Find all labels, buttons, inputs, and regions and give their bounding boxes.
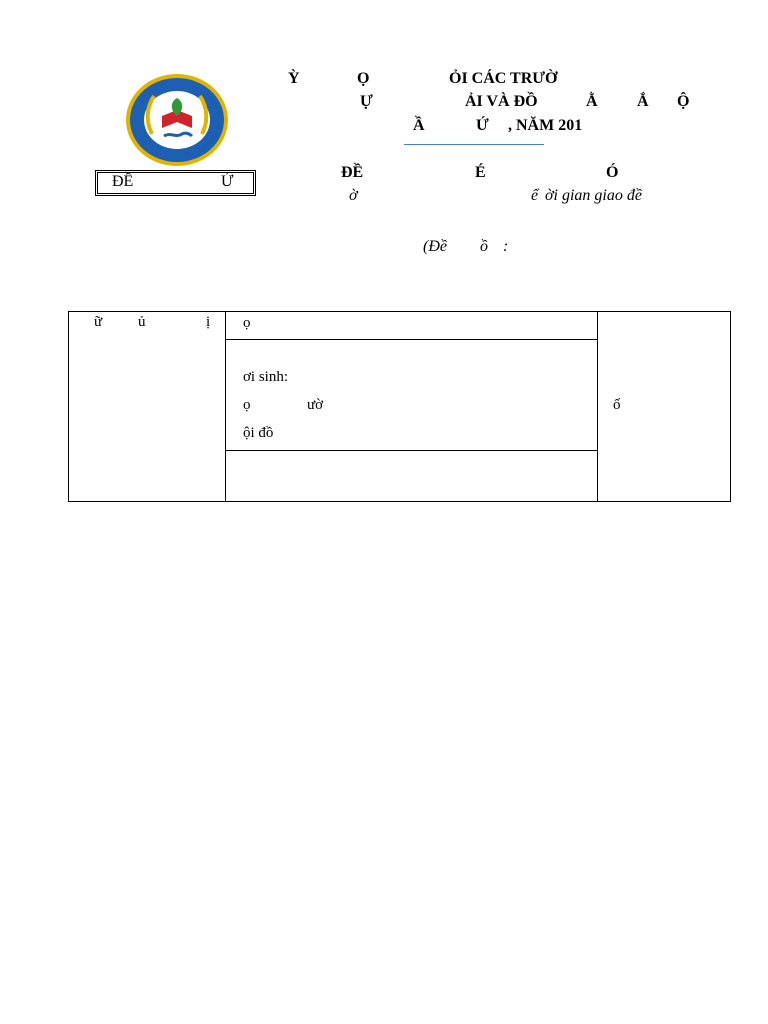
table-col3-text: ố bbox=[613, 397, 621, 413]
exam-title-part-b: É bbox=[475, 164, 486, 181]
exam-title-part-c: Ó bbox=[606, 164, 619, 181]
school-association-logo bbox=[124, 72, 230, 168]
exam-time-part-c: ời gian giao đề bbox=[545, 187, 642, 204]
header-line2-part-d: Ắ bbox=[637, 93, 649, 110]
table-row1-text: ọ bbox=[243, 315, 251, 331]
exam-note-part-a: (Đề bbox=[423, 238, 447, 255]
table-row2-line1: ơi sinh: bbox=[243, 369, 289, 385]
header-line3-part-c: , NĂM 201 bbox=[508, 117, 583, 134]
header-line3-part-b: Ứ bbox=[476, 117, 489, 134]
exam-note-part-c: : bbox=[503, 238, 509, 255]
table-col1-part-a: ữ bbox=[94, 314, 103, 330]
exam-time-part-a: ờ bbox=[349, 187, 358, 204]
table-row2-line3: ội đồ bbox=[243, 425, 274, 441]
header-line2-part-a: Ự bbox=[360, 93, 373, 110]
header-line3-part-a: Ầ bbox=[413, 117, 425, 134]
candidate-info-table bbox=[68, 311, 731, 502]
exam-code-label-suffix: Ứ bbox=[221, 173, 234, 190]
header-line2-part-e: Ộ bbox=[677, 93, 690, 110]
table-col1-part-c: ị bbox=[206, 314, 211, 330]
exam-time-part-b: ể bbox=[531, 187, 539, 204]
header-line1-part-c: ỎI CÁC TRƯỜ bbox=[449, 70, 558, 87]
header-line1-part-a: Ỳ bbox=[288, 70, 300, 87]
header-line2-part-c: Ằ bbox=[586, 93, 598, 110]
header-underline bbox=[404, 144, 544, 145]
exam-note-part-b: ồ bbox=[480, 238, 488, 255]
header-line1-part-b: Ọ bbox=[357, 70, 370, 87]
exam-title-part-a: ĐỀ bbox=[341, 164, 364, 181]
header-line2-part-b: ẢI VÀ ĐỒ bbox=[465, 93, 538, 110]
exam-code-label: ĐỀ bbox=[112, 173, 134, 190]
table-row2-line2-a: ọ bbox=[243, 397, 251, 413]
table-col1-part-b: ủ bbox=[138, 314, 146, 330]
table-row2-line2-b: ườ bbox=[307, 397, 324, 413]
